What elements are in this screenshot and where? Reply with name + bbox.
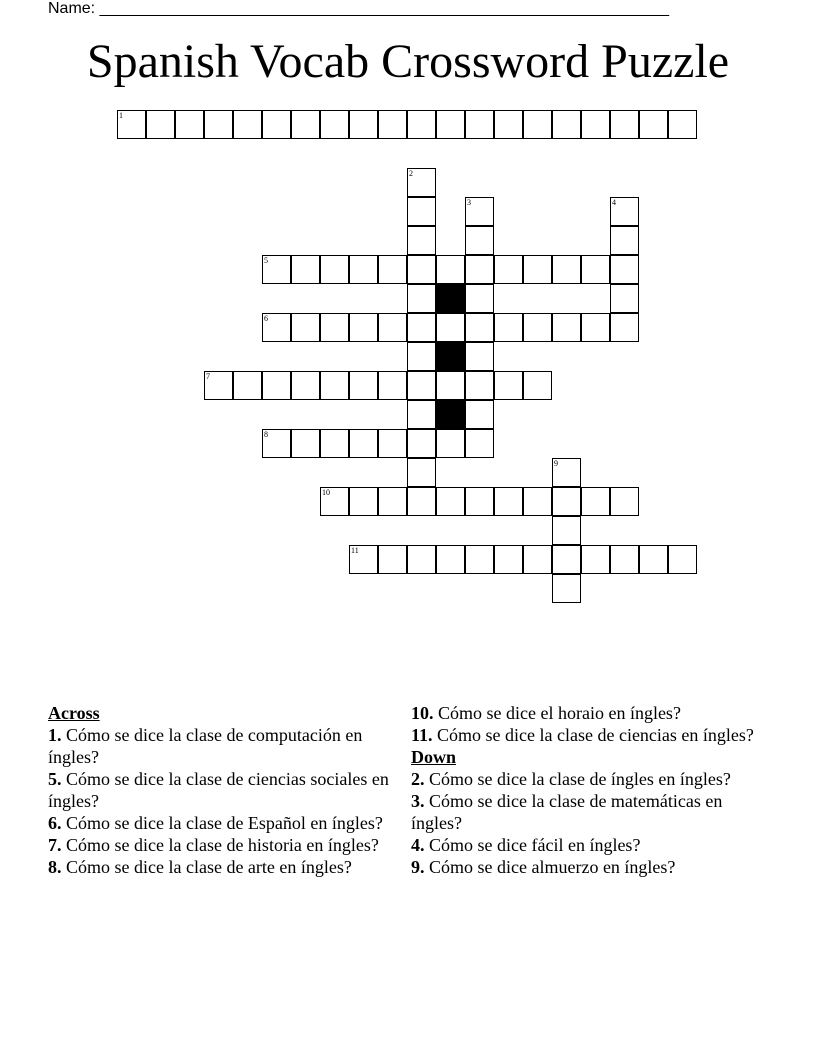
- clue-number: 11.: [411, 725, 433, 745]
- crossword-cell[interactable]: [204, 371, 233, 400]
- across-clue-8: [48, 856, 393, 878]
- crossword-cell[interactable]: [262, 255, 291, 284]
- crossword-cell[interactable]: [262, 313, 291, 342]
- crossword-cell[interactable]: [610, 226, 639, 255]
- crossword-cell[interactable]: [407, 458, 436, 487]
- crossword-cell[interactable]: [523, 313, 552, 342]
- clue-text: Cómo se dice el horaio en íngles?: [438, 703, 681, 723]
- crossword-cell[interactable]: [291, 313, 320, 342]
- cell-number: 3: [467, 198, 471, 207]
- clue-number: 8.: [48, 857, 62, 877]
- across-clue-6: [48, 812, 393, 834]
- clue-text: Cómo se dice la clase de íngles en íngles?: [429, 769, 731, 789]
- crossword-cell[interactable]: [581, 313, 610, 342]
- crossword-cell[interactable]: [581, 545, 610, 574]
- cell-number: 10: [322, 488, 330, 497]
- crossword-cell[interactable]: [494, 545, 523, 574]
- crossword-cell[interactable]: [436, 487, 465, 516]
- crossword-cell[interactable]: [610, 284, 639, 313]
- clues-left-column: [48, 702, 393, 878]
- crossword-cell[interactable]: [610, 255, 639, 284]
- crossword-cell[interactable]: [378, 313, 407, 342]
- blocked-cell: [436, 342, 465, 371]
- crossword-cell[interactable]: [436, 313, 465, 342]
- crossword-cell[interactable]: [378, 545, 407, 574]
- crossword-cell[interactable]: [465, 255, 494, 284]
- crossword-cell[interactable]: [320, 371, 349, 400]
- crossword-cell[interactable]: [436, 255, 465, 284]
- crossword-cell[interactable]: [349, 545, 378, 574]
- crossword-cell[interactable]: [146, 110, 175, 139]
- crossword-cell[interactable]: [552, 458, 581, 487]
- down-heading: Down: [411, 747, 457, 767]
- crossword-cell[interactable]: [407, 110, 436, 139]
- crossword-cell[interactable]: [465, 226, 494, 255]
- crossword-cell[interactable]: [523, 371, 552, 400]
- crossword-cell[interactable]: [523, 255, 552, 284]
- clue-number: 7.: [48, 835, 62, 855]
- crossword-cell[interactable]: [465, 197, 494, 226]
- crossword-cell[interactable]: [465, 342, 494, 371]
- crossword-cell[interactable]: [581, 487, 610, 516]
- crossword-cell[interactable]: [378, 429, 407, 458]
- crossword-cell[interactable]: [291, 110, 320, 139]
- crossword-cell[interactable]: [552, 255, 581, 284]
- crossword-cell[interactable]: [436, 371, 465, 400]
- clue-number: 4.: [411, 835, 425, 855]
- crossword-cell[interactable]: [175, 110, 204, 139]
- crossword-cell[interactable]: [465, 545, 494, 574]
- crossword-cell[interactable]: [349, 313, 378, 342]
- crossword-cell[interactable]: [291, 429, 320, 458]
- crossword-cell[interactable]: [552, 574, 581, 603]
- clue-text: Cómo se dice almuerzo en íngles?: [429, 857, 676, 877]
- cell-number: 8: [264, 430, 268, 439]
- crossword-cell[interactable]: [610, 197, 639, 226]
- crossword-cell[interactable]: [407, 342, 436, 371]
- cell-number: 2: [409, 169, 413, 178]
- crossword-cell[interactable]: [494, 255, 523, 284]
- blocked-cell: [436, 284, 465, 313]
- clue-text: Cómo se dice la clase de ciencias en íngles?: [437, 725, 754, 745]
- cell-number: 9: [554, 459, 558, 468]
- crossword-cell[interactable]: [523, 487, 552, 516]
- clue-number: 5.: [48, 769, 62, 789]
- crossword-cell[interactable]: [610, 110, 639, 139]
- crossword-cell[interactable]: [262, 371, 291, 400]
- page-title: Spanish Vocab Crossword Puzzle: [86, 35, 730, 88]
- across-clue-10: [411, 702, 771, 724]
- clues-right-column: [411, 702, 771, 878]
- crossword-cell[interactable]: [668, 110, 697, 139]
- crossword-cell[interactable]: [378, 371, 407, 400]
- clue-text: Cómo se dice la clase de matemáticas en íngles?: [411, 791, 723, 833]
- clue-number: 10.: [411, 703, 434, 723]
- crossword-cell[interactable]: [233, 371, 262, 400]
- crossword-cell[interactable]: [378, 110, 407, 139]
- crossword-cell[interactable]: [552, 110, 581, 139]
- crossword-cell[interactable]: [407, 226, 436, 255]
- crossword-cell[interactable]: [349, 371, 378, 400]
- crossword-cell[interactable]: [639, 110, 668, 139]
- crossword-cell[interactable]: [436, 545, 465, 574]
- down-clue-2: [411, 768, 771, 790]
- crossword-cell[interactable]: [668, 545, 697, 574]
- clue-number: 9.: [411, 857, 425, 877]
- crossword-cell[interactable]: [552, 545, 581, 574]
- crossword-cell[interactable]: [610, 313, 639, 342]
- cell-number: 4: [612, 198, 616, 207]
- crossword-cell[interactable]: [581, 255, 610, 284]
- down-clue-3: [411, 790, 771, 834]
- crossword-cell[interactable]: [465, 487, 494, 516]
- crossword-cell[interactable]: [465, 371, 494, 400]
- crossword-cell[interactable]: [291, 255, 320, 284]
- crossword-cell[interactable]: [262, 110, 291, 139]
- crossword-cell[interactable]: [320, 429, 349, 458]
- name-field-label: Name: ________________________________________________________________: [48, 0, 670, 17]
- crossword-cell[interactable]: [378, 255, 407, 284]
- clue-text: Cómo se dice la clase de computación en íngles?: [48, 725, 363, 767]
- crossword-cell[interactable]: [494, 371, 523, 400]
- across-clue-11: [411, 724, 771, 746]
- crossword-cell[interactable]: [320, 110, 349, 139]
- crossword-cell[interactable]: [233, 110, 262, 139]
- crossword-cell[interactable]: [407, 168, 436, 197]
- clue-text: Cómo se dice fácil en íngles?: [429, 835, 641, 855]
- crossword-cell[interactable]: [349, 255, 378, 284]
- crossword-cell[interactable]: [407, 284, 436, 313]
- crossword-cell[interactable]: [407, 371, 436, 400]
- crossword-cell[interactable]: [320, 487, 349, 516]
- crossword-cell[interactable]: [494, 487, 523, 516]
- crossword-cell[interactable]: [407, 429, 436, 458]
- crossword-cell[interactable]: [465, 429, 494, 458]
- crossword-cell[interactable]: [291, 371, 320, 400]
- across-heading: Across: [48, 703, 100, 723]
- crossword-cell[interactable]: [349, 110, 378, 139]
- across-clue-5: [48, 768, 393, 812]
- crossword-cell[interactable]: [552, 487, 581, 516]
- crossword-cell[interactable]: [436, 429, 465, 458]
- crossword-cell[interactable]: [262, 429, 291, 458]
- crossword-cell[interactable]: [465, 313, 494, 342]
- clue-number: 2.: [411, 769, 425, 789]
- cell-number: 1: [119, 111, 123, 120]
- crossword-cell[interactable]: [523, 545, 552, 574]
- crossword-cell[interactable]: [436, 110, 465, 139]
- crossword-cell[interactable]: [407, 197, 436, 226]
- clue-number: 6.: [48, 813, 62, 833]
- clue-number: 1.: [48, 725, 62, 745]
- cell-number: 11: [351, 546, 359, 555]
- cell-number: 6: [264, 314, 268, 323]
- clue-text: Cómo se dice la clase de ciencias sociales en íngles?: [48, 769, 389, 811]
- clue-number: 3.: [411, 791, 425, 811]
- crossword-cell[interactable]: [407, 255, 436, 284]
- down-clue-4: [411, 834, 771, 856]
- crossword-cell[interactable]: [552, 516, 581, 545]
- clue-text: Cómo se dice la clase de historia en íngles?: [66, 835, 379, 855]
- clue-text: Cómo se dice la clase de arte en íngles?: [66, 857, 352, 877]
- across-clue-1: [48, 724, 393, 768]
- crossword-cell[interactable]: [407, 400, 436, 429]
- crossword-cell[interactable]: [349, 429, 378, 458]
- crossword-cell[interactable]: [610, 487, 639, 516]
- cell-number: 7: [206, 372, 210, 381]
- blocked-cell: [436, 400, 465, 429]
- crossword-cell[interactable]: [465, 110, 494, 139]
- crossword-cell[interactable]: [610, 545, 639, 574]
- crossword-cell[interactable]: [523, 110, 552, 139]
- crossword-cell[interactable]: [204, 110, 233, 139]
- clue-text: Cómo se dice la clase de Español en íngles?: [66, 813, 383, 833]
- crossword-cell[interactable]: [407, 545, 436, 574]
- crossword-cell[interactable]: [407, 313, 436, 342]
- crossword-cell[interactable]: [378, 487, 407, 516]
- crossword-cell[interactable]: [465, 400, 494, 429]
- crossword-cell[interactable]: [494, 110, 523, 139]
- cell-number: 5: [264, 256, 268, 265]
- crossword-cell[interactable]: [349, 487, 378, 516]
- crossword-cell[interactable]: [465, 284, 494, 313]
- crossword-cell[interactable]: [639, 545, 668, 574]
- crossword-cell[interactable]: [494, 313, 523, 342]
- down-clue-9: [411, 856, 771, 878]
- crossword-cell[interactable]: [320, 313, 349, 342]
- crossword-cell[interactable]: [552, 313, 581, 342]
- crossword-cell[interactable]: [320, 255, 349, 284]
- crossword-cell[interactable]: [581, 110, 610, 139]
- crossword-cell[interactable]: [117, 110, 146, 139]
- crossword-cell[interactable]: [407, 487, 436, 516]
- across-clue-7: [48, 834, 393, 856]
